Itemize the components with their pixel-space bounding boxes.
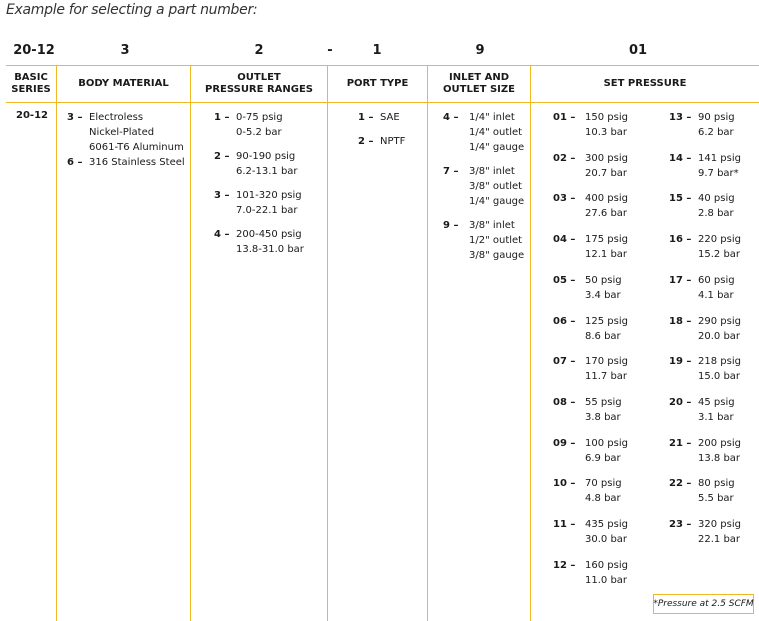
option-description [698, 354, 741, 384]
option-line: 3.4 bar [585, 290, 621, 301]
option-description [236, 110, 283, 140]
intro-heading: Example for selecting a part number: [6, 2, 258, 18]
header-outlet-pressure: OUTLET PRESSURE RANGES [205, 72, 313, 95]
option-description [698, 517, 741, 547]
option-code: 1 – [214, 112, 230, 123]
option-entry [669, 191, 735, 221]
option-code: 05 – [553, 275, 576, 286]
option-code: 22 – [669, 478, 692, 489]
option-line: 175 psig [585, 234, 628, 245]
option-description [698, 314, 741, 344]
option-line: 1/2" outlet [469, 235, 523, 246]
option-description [236, 149, 298, 179]
option-line: 60 psig [698, 275, 735, 286]
option-description [698, 395, 735, 425]
option-entry [669, 232, 741, 262]
option-entry [553, 232, 628, 262]
option-description [585, 151, 628, 181]
option-line: 1/4" outlet [469, 127, 523, 138]
option-description [585, 314, 628, 344]
option-code: 03 – [553, 193, 576, 204]
option-line: 4.1 bar [698, 290, 734, 301]
column-divider [427, 65, 428, 621]
option-code: 12 – [553, 560, 576, 571]
option-code: 7 – [443, 166, 459, 177]
option-line: 22.1 bar [698, 534, 741, 545]
option-code: 08 – [553, 397, 576, 408]
option-code: 19 – [669, 356, 692, 367]
option-code: 4 – [214, 229, 230, 240]
option-code: 07 – [553, 356, 576, 367]
option-entry [669, 314, 741, 344]
option-entry [67, 155, 185, 170]
option-code: 16 – [669, 234, 692, 245]
option-code: 02 – [553, 153, 576, 164]
option-description [585, 110, 628, 140]
series-value: 20-12 [16, 110, 48, 121]
option-line: 6.2-13.1 bar [236, 166, 298, 177]
option-line: 55 psig [585, 397, 622, 408]
option-entry [669, 273, 735, 303]
option-line: 9.7 bar* [698, 168, 739, 179]
option-line: 80 psig [698, 478, 735, 489]
option-code: 14 – [669, 153, 692, 164]
option-code: 13 – [669, 112, 692, 123]
option-line: Electroless [89, 112, 144, 123]
option-entry [669, 354, 741, 384]
option-code: 6 – [67, 157, 83, 168]
option-code: 23 – [669, 519, 692, 530]
option-line: 300 psig [585, 153, 628, 164]
code-series: 20-12 [13, 43, 55, 58]
option-line: 170 psig [585, 356, 628, 367]
option-line: 11.0 bar [585, 575, 628, 586]
option-description [89, 155, 185, 170]
option-entry [553, 110, 628, 140]
option-line: 40 psig [698, 193, 735, 204]
option-code: 9 – [443, 220, 459, 231]
option-description [585, 517, 628, 547]
option-entry [553, 558, 628, 588]
option-entry [553, 436, 628, 466]
option-line: 0-5.2 bar [236, 127, 282, 138]
option-line: 45 psig [698, 397, 735, 408]
option-line: 3.1 bar [698, 412, 734, 423]
option-line: 90-190 psig [236, 151, 296, 162]
column-divider [56, 65, 57, 621]
option-line: 200-450 psig [236, 229, 302, 240]
option-line: 400 psig [585, 193, 628, 204]
option-line: NPTF [380, 136, 406, 147]
option-line: 141 psig [698, 153, 741, 164]
option-entry [358, 134, 405, 149]
option-code: 15 – [669, 193, 692, 204]
table-header-rule [6, 102, 759, 103]
option-code: 2 – [358, 136, 374, 147]
code-port: 1 [372, 43, 382, 58]
option-line: 3/8" gauge [469, 250, 525, 261]
column-divider [190, 65, 191, 621]
option-entry [443, 164, 524, 209]
code-inlet: 9 [475, 43, 485, 58]
option-description [469, 218, 524, 263]
option-description [585, 558, 628, 588]
option-entry [553, 151, 628, 181]
option-line: 4.8 bar [585, 493, 621, 504]
option-entry [214, 188, 302, 218]
option-entry [214, 227, 304, 257]
option-line: 15.2 bar [698, 249, 741, 260]
option-entry [358, 110, 400, 125]
option-entry [553, 395, 622, 425]
option-line: 220 psig [698, 234, 741, 245]
code-outlet: 2 [254, 43, 264, 58]
option-description [380, 134, 405, 149]
option-line: 1/4" gauge [469, 142, 525, 153]
option-description [585, 476, 622, 506]
option-line: 70 psig [585, 478, 622, 489]
option-description [585, 191, 628, 221]
option-line: 50 psig [585, 275, 622, 286]
option-line: 13.8 bar [698, 453, 741, 464]
option-line: 6.2 bar [698, 127, 734, 138]
option-description [469, 110, 524, 155]
option-code: 2 – [214, 151, 230, 162]
option-description [585, 395, 622, 425]
option-entry [669, 151, 741, 181]
option-line: 6061-T6 Aluminum [89, 142, 184, 153]
option-description [236, 227, 304, 257]
option-description [236, 188, 302, 218]
option-entry [669, 476, 735, 506]
option-line: SAE [380, 112, 400, 123]
option-line: 5.5 bar [698, 493, 734, 504]
option-description [698, 191, 735, 221]
option-line: 90 psig [698, 112, 735, 123]
code-body: 3 [120, 43, 130, 58]
option-entry [669, 436, 741, 466]
option-line: 101-320 psig [236, 190, 302, 201]
option-line: 6.9 bar [585, 453, 621, 464]
option-line: 435 psig [585, 519, 628, 530]
option-description [585, 273, 622, 303]
option-line: 290 psig [698, 316, 741, 327]
option-entry [669, 517, 741, 547]
option-entry [443, 110, 524, 155]
option-code: 10 – [553, 478, 576, 489]
option-code: 4 – [443, 112, 459, 123]
option-line: 27.6 bar [585, 208, 628, 219]
part-number-table [6, 65, 759, 621]
option-description [585, 436, 628, 466]
option-line: 3/8" outlet [469, 181, 523, 192]
option-code: 18 – [669, 316, 692, 327]
option-entry [553, 314, 628, 344]
option-entry [669, 395, 735, 425]
option-line: 7.0-22.1 bar [236, 205, 298, 216]
option-line: 160 psig [585, 560, 628, 571]
option-line: 1/4" inlet [469, 112, 515, 123]
option-line: 10.3 bar [585, 127, 628, 138]
option-code: 06 – [553, 316, 576, 327]
option-code: 21 – [669, 438, 692, 449]
option-line: 125 psig [585, 316, 628, 327]
option-entry [553, 273, 622, 303]
option-line: 8.6 bar [585, 331, 621, 342]
option-description [469, 164, 524, 209]
option-entry [67, 110, 184, 155]
option-line: 150 psig [585, 112, 628, 123]
option-description [698, 151, 741, 181]
option-line: 0-75 psig [236, 112, 283, 123]
option-line: 11.7 bar [585, 371, 628, 382]
option-description [585, 232, 628, 262]
header-set-pressure: SET PRESSURE [603, 78, 687, 89]
option-code: 04 – [553, 234, 576, 245]
option-code: 09 – [553, 438, 576, 449]
option-line: 3/8" inlet [469, 220, 515, 231]
header-body-material: BODY MATERIAL [78, 78, 169, 89]
column-divider [530, 65, 531, 621]
header-inlet-outlet: INLET AND OUTLET SIZE [443, 72, 515, 95]
option-entry [214, 149, 298, 179]
code-set-pressure: 01 [628, 43, 648, 58]
option-line: 200 psig [698, 438, 741, 449]
code-separator: - [327, 43, 333, 58]
option-line: 316 Stainless Steel [89, 157, 185, 168]
option-code: 20 – [669, 397, 692, 408]
option-line: 30.0 bar [585, 534, 628, 545]
option-line: 13.8-31.0 bar [236, 244, 304, 255]
option-code: 3 – [214, 190, 230, 201]
option-line: 1/4" gauge [469, 196, 525, 207]
option-line: 3/8" inlet [469, 166, 515, 177]
option-description [585, 354, 628, 384]
option-description [698, 273, 735, 303]
option-code: 11 – [553, 519, 576, 530]
option-line: 320 psig [698, 519, 741, 530]
option-description [380, 110, 400, 125]
option-description [698, 110, 735, 140]
option-description [698, 476, 735, 506]
option-description [698, 436, 741, 466]
option-line: 20.0 bar [698, 331, 741, 342]
option-line: 218 psig [698, 356, 741, 367]
option-line: 100 psig [585, 438, 628, 449]
option-entry [214, 110, 283, 140]
column-divider [327, 65, 328, 621]
option-entry [553, 191, 628, 221]
option-line: 3.8 bar [585, 412, 621, 423]
header-port-type: PORT TYPE [346, 78, 409, 89]
option-entry [553, 517, 628, 547]
option-code: 3 – [67, 112, 83, 123]
footnote: *Pressure at 2.5 SCFM [653, 594, 754, 614]
option-line: 15.0 bar [698, 371, 741, 382]
option-description [89, 110, 184, 155]
header-basic-series: BASIC SERIES [11, 72, 51, 95]
option-description [698, 232, 741, 262]
option-entry [443, 218, 524, 263]
option-code: 17 – [669, 275, 692, 286]
option-line: 20.7 bar [585, 168, 628, 179]
option-entry [553, 476, 622, 506]
option-line: 12.1 bar [585, 249, 628, 260]
option-code: 1 – [358, 112, 374, 123]
option-code: 01 – [553, 112, 576, 123]
option-line: 2.8 bar [698, 208, 734, 219]
option-entry [553, 354, 628, 384]
option-line: Nickel-Plated [89, 127, 155, 138]
example-part-number [0, 43, 759, 61]
option-entry [669, 110, 735, 140]
